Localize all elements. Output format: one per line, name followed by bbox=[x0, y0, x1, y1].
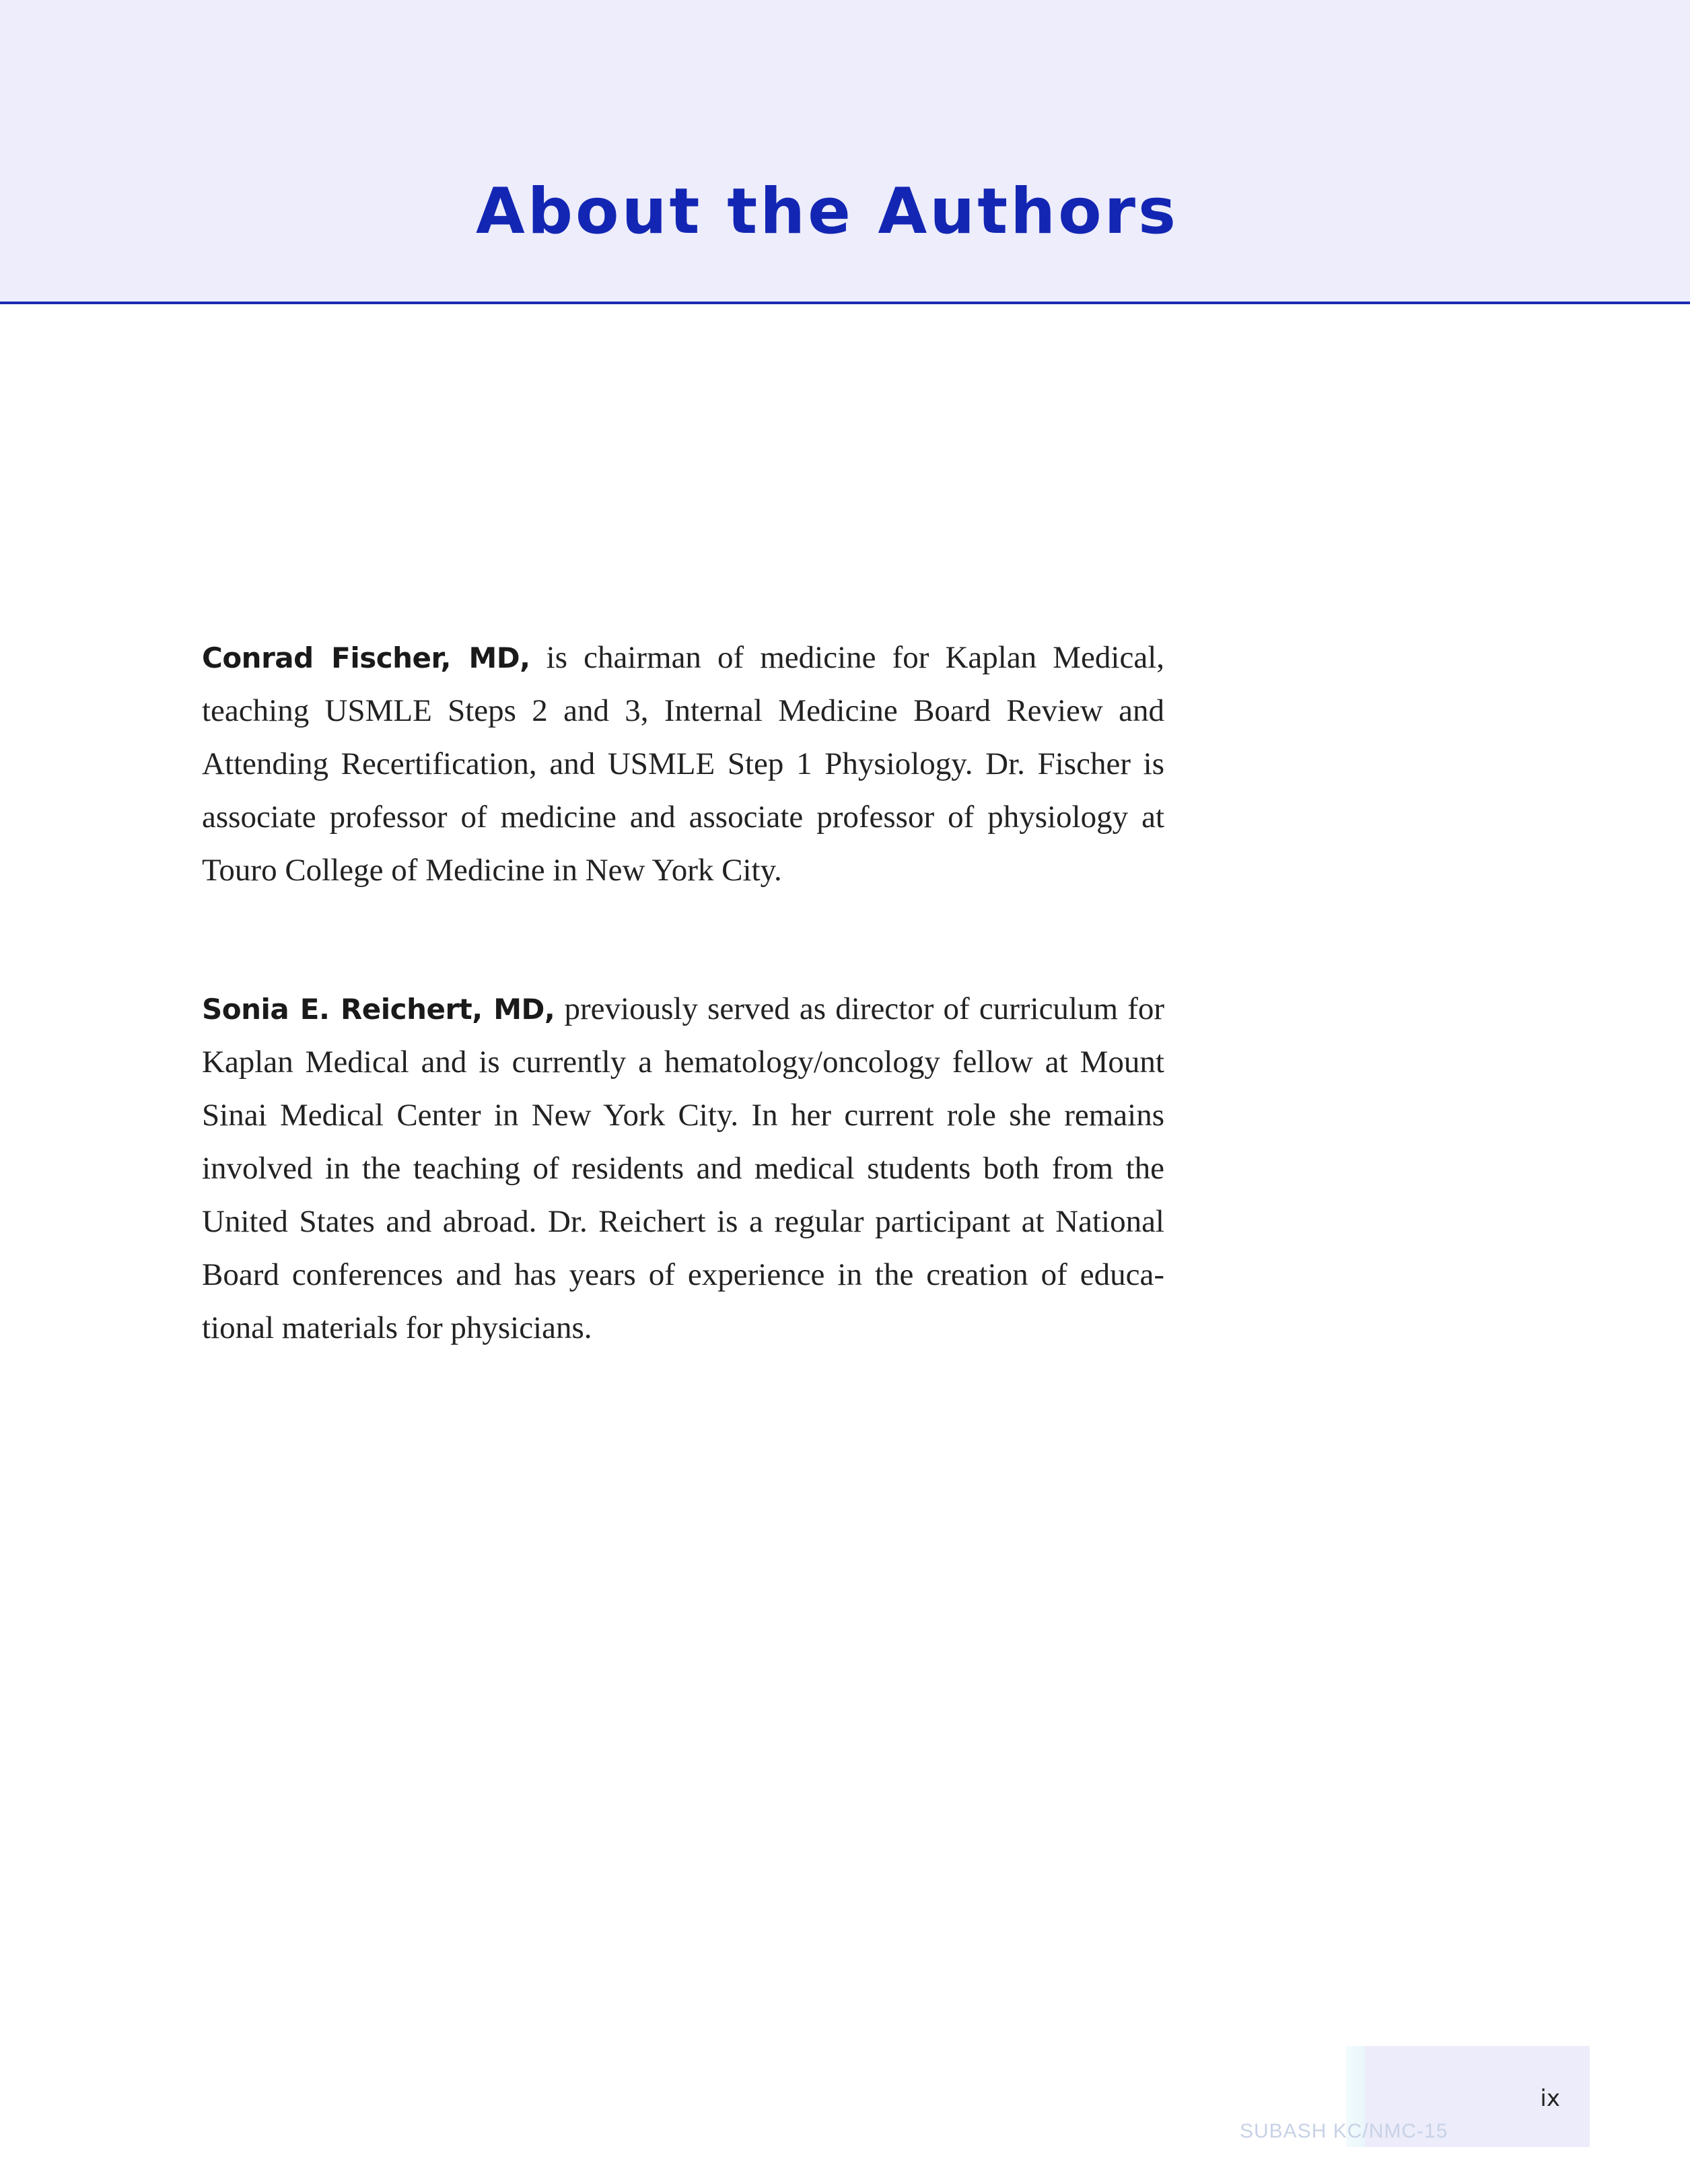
header-band bbox=[0, 0, 1690, 304]
page-number: ix bbox=[1540, 2085, 1560, 2112]
author-bio-reichert bbox=[202, 983, 1164, 1355]
watermark: SUBASH KC/NMC-15 bbox=[1240, 2120, 1448, 2142]
author-name: Sonia E. Reichert, MD, bbox=[202, 993, 555, 1026]
author-bio-fischer bbox=[202, 631, 1164, 897]
author-name: Conrad Fischer, MD, bbox=[202, 641, 530, 674]
page-title: About the Authors bbox=[476, 175, 1178, 248]
author-bio-text: is chairman of medicine for Kaplan Medical, teaching USMLE Steps 2 and 3, Internal Medicine Board Review and Attending Recertification, and USMLE Step 1 Physiology. Dr. Fischer is associate professor of medicine and associate professor of physiology at Touro College of Medicine in New York City. bbox=[202, 640, 1164, 888]
author-bio-text: previously served as director of curriculum for Kaplan Medical and is currently a hematology/oncology fellow at Mount Sinai Medical Center in New York City. In her current role she remains involved in the teaching of residents and medical students both from the United States and abroad. Dr. Reichert is a regular participant at National Board conferences and has years of experience in the creation of educational materials for physicians. bbox=[202, 991, 1165, 1345]
